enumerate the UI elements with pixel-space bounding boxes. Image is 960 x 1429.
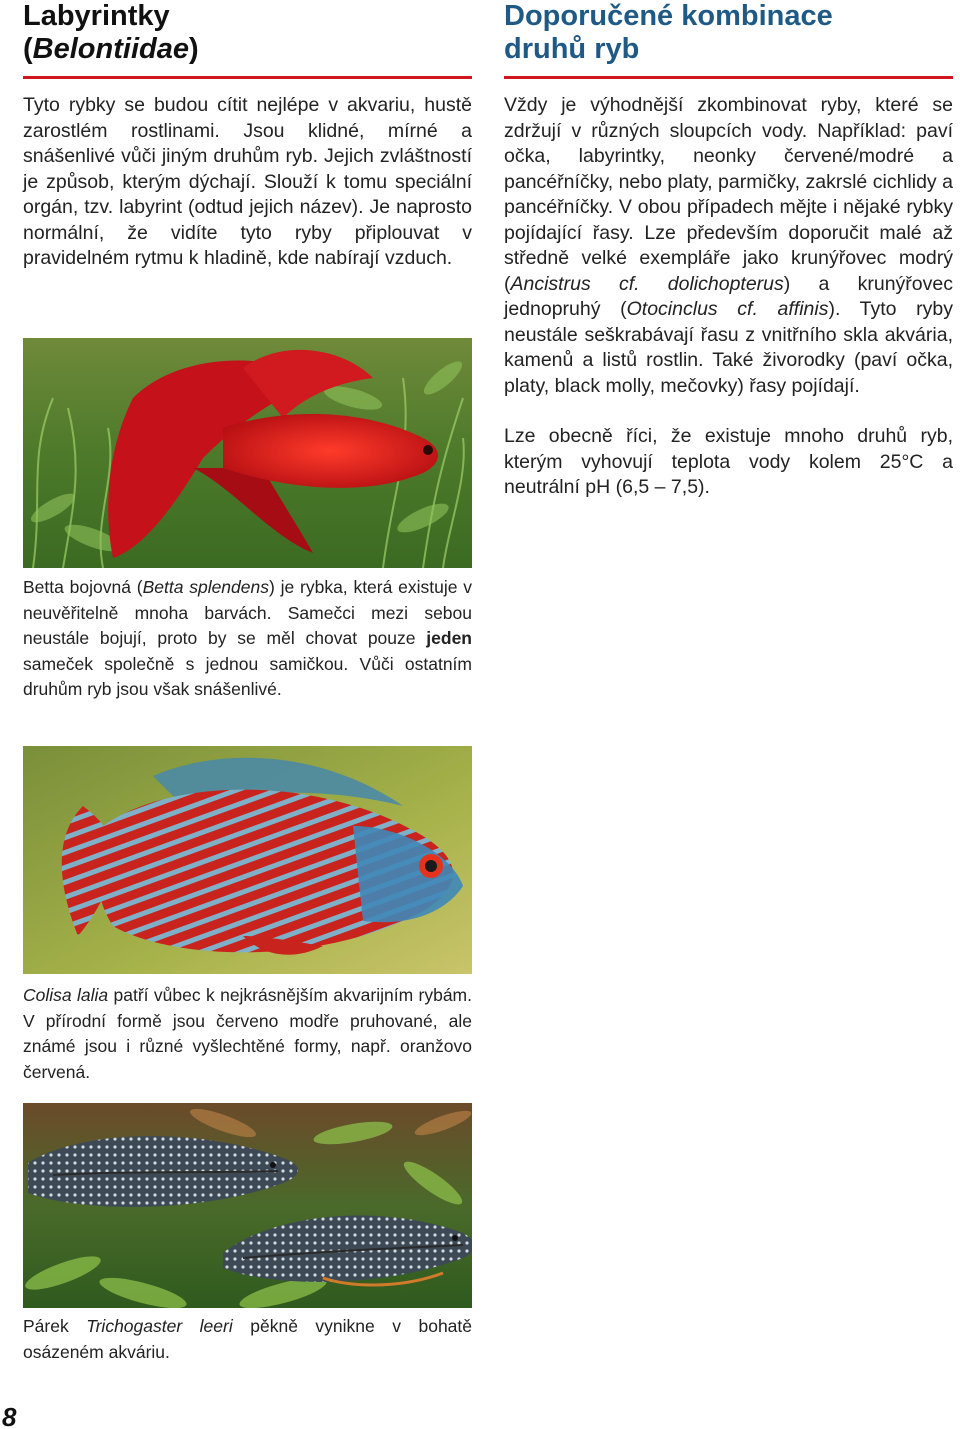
betta-photo [23,338,472,568]
colisa-latin-name: Colisa lalia [23,985,109,1005]
betta-caption-text-3: sameček společně s jednou samičkou. Vůči ostatním druhům ryb jsou však snášenlivé. [23,653,472,699]
betta-emphasis: jeden [426,628,472,648]
right-column [504,0,953,501]
title-paren-open: ( [23,33,33,65]
combinations-paragraph [504,93,953,399]
page-number: 8 [2,1402,17,1429]
otocinclus-latin-name: Otocinclus cf. affinis [626,298,829,320]
betta-latin-name: Betta splendens [142,577,269,597]
left-column [23,0,472,272]
ancistrus-latin-name: Ancistrus cf. dolichopterus [510,272,784,295]
trichogaster-photo [23,1103,472,1308]
combinations-text-2: ) a krunýřovec jednopruhý ( [504,272,953,320]
temperature-paragraph: Lze obecně říci, že existuje mnoho druhů ryb, kterým vyhovují teplota vody kolem 25°C a neutrální pH (6,5 – 7,5). [504,425,953,498]
combinations-text: Vždy je výhodnější zkombinovat ryby, které se zdržují v různých sloupcích vody. Například: paví očka, labyrintky, neonky červené/modré a pancéřníčky, nebo platy, parmičky, zakrslé cichlidy a pancéřníčky. V obou případech mějte i nějaké rybky pojídající řasy. Lze především doporučit malé až středně velké exempláře jako krunýřovec modrý ( [504,94,953,295]
trichogaster-caption-text: Párek [23,1316,87,1336]
title-paren-close: ) [188,33,199,65]
combinations-text-3: ). Tyto ryby neustále seškrabávají řasu z vnitřního skla akvária, kamenů a listů rostlin. Také živorodky (paví očka, platy, black molly, mečovky) řasy pojídají. [504,298,953,397]
section-title-combinations [504,0,953,67]
trichogaster-latin-name: Trichogaster leeri [86,1316,233,1336]
colisa-photo [23,746,472,974]
betta-caption-text: Betta bojovná ( [23,577,143,597]
title-line-1: Labyrintky [23,0,170,32]
section-title-labyrinth [23,0,472,67]
colisa-caption [23,983,472,1085]
trichogaster-caption [23,1314,472,1365]
title-line-1: Doporučené kombinace [504,0,833,32]
red-divider [23,76,472,79]
trichogaster-caption-text-2: pěkně vynikne v bohatě osázeném akváriu. [23,1316,473,1362]
red-divider [504,76,953,79]
betta-caption [23,575,472,703]
title-line-2: druhů ryb [504,33,640,65]
title-latin-name: Belontiidae [32,33,189,65]
labyrinth-intro-paragraph: Tyto rybky se budou cítit nejlépe v akvariu, hustě zarostlém rostlinami. Jsou klidné, mírné a snášenlivé vůči jiným druhům ryb. Jejich zvláštností je způsob, kterým dýchají. Slouží k tomu speciální orgán, tzv. labyrint (odtud jejich název). Je naprosto normální, že vidíte tyto ryby připlouvat v pravidelném rytmu k hladině, kde nabírají vzduch. [23,94,472,269]
colisa-caption-text: patří vůbec k nejkrásnějším akvarijním rybám. V přírodní formě jsou červeno modře pruhované, ale známé jsou i různé vyšlechtěné formy, např. oranžovo červená. [23,985,472,1082]
betta-caption-text-2: ) je rybka, která existuje v neuvěřitelně mnoha barvách. Samečci mezi sebou neustále bojují, proto by se měl chovat pouze [23,577,473,648]
